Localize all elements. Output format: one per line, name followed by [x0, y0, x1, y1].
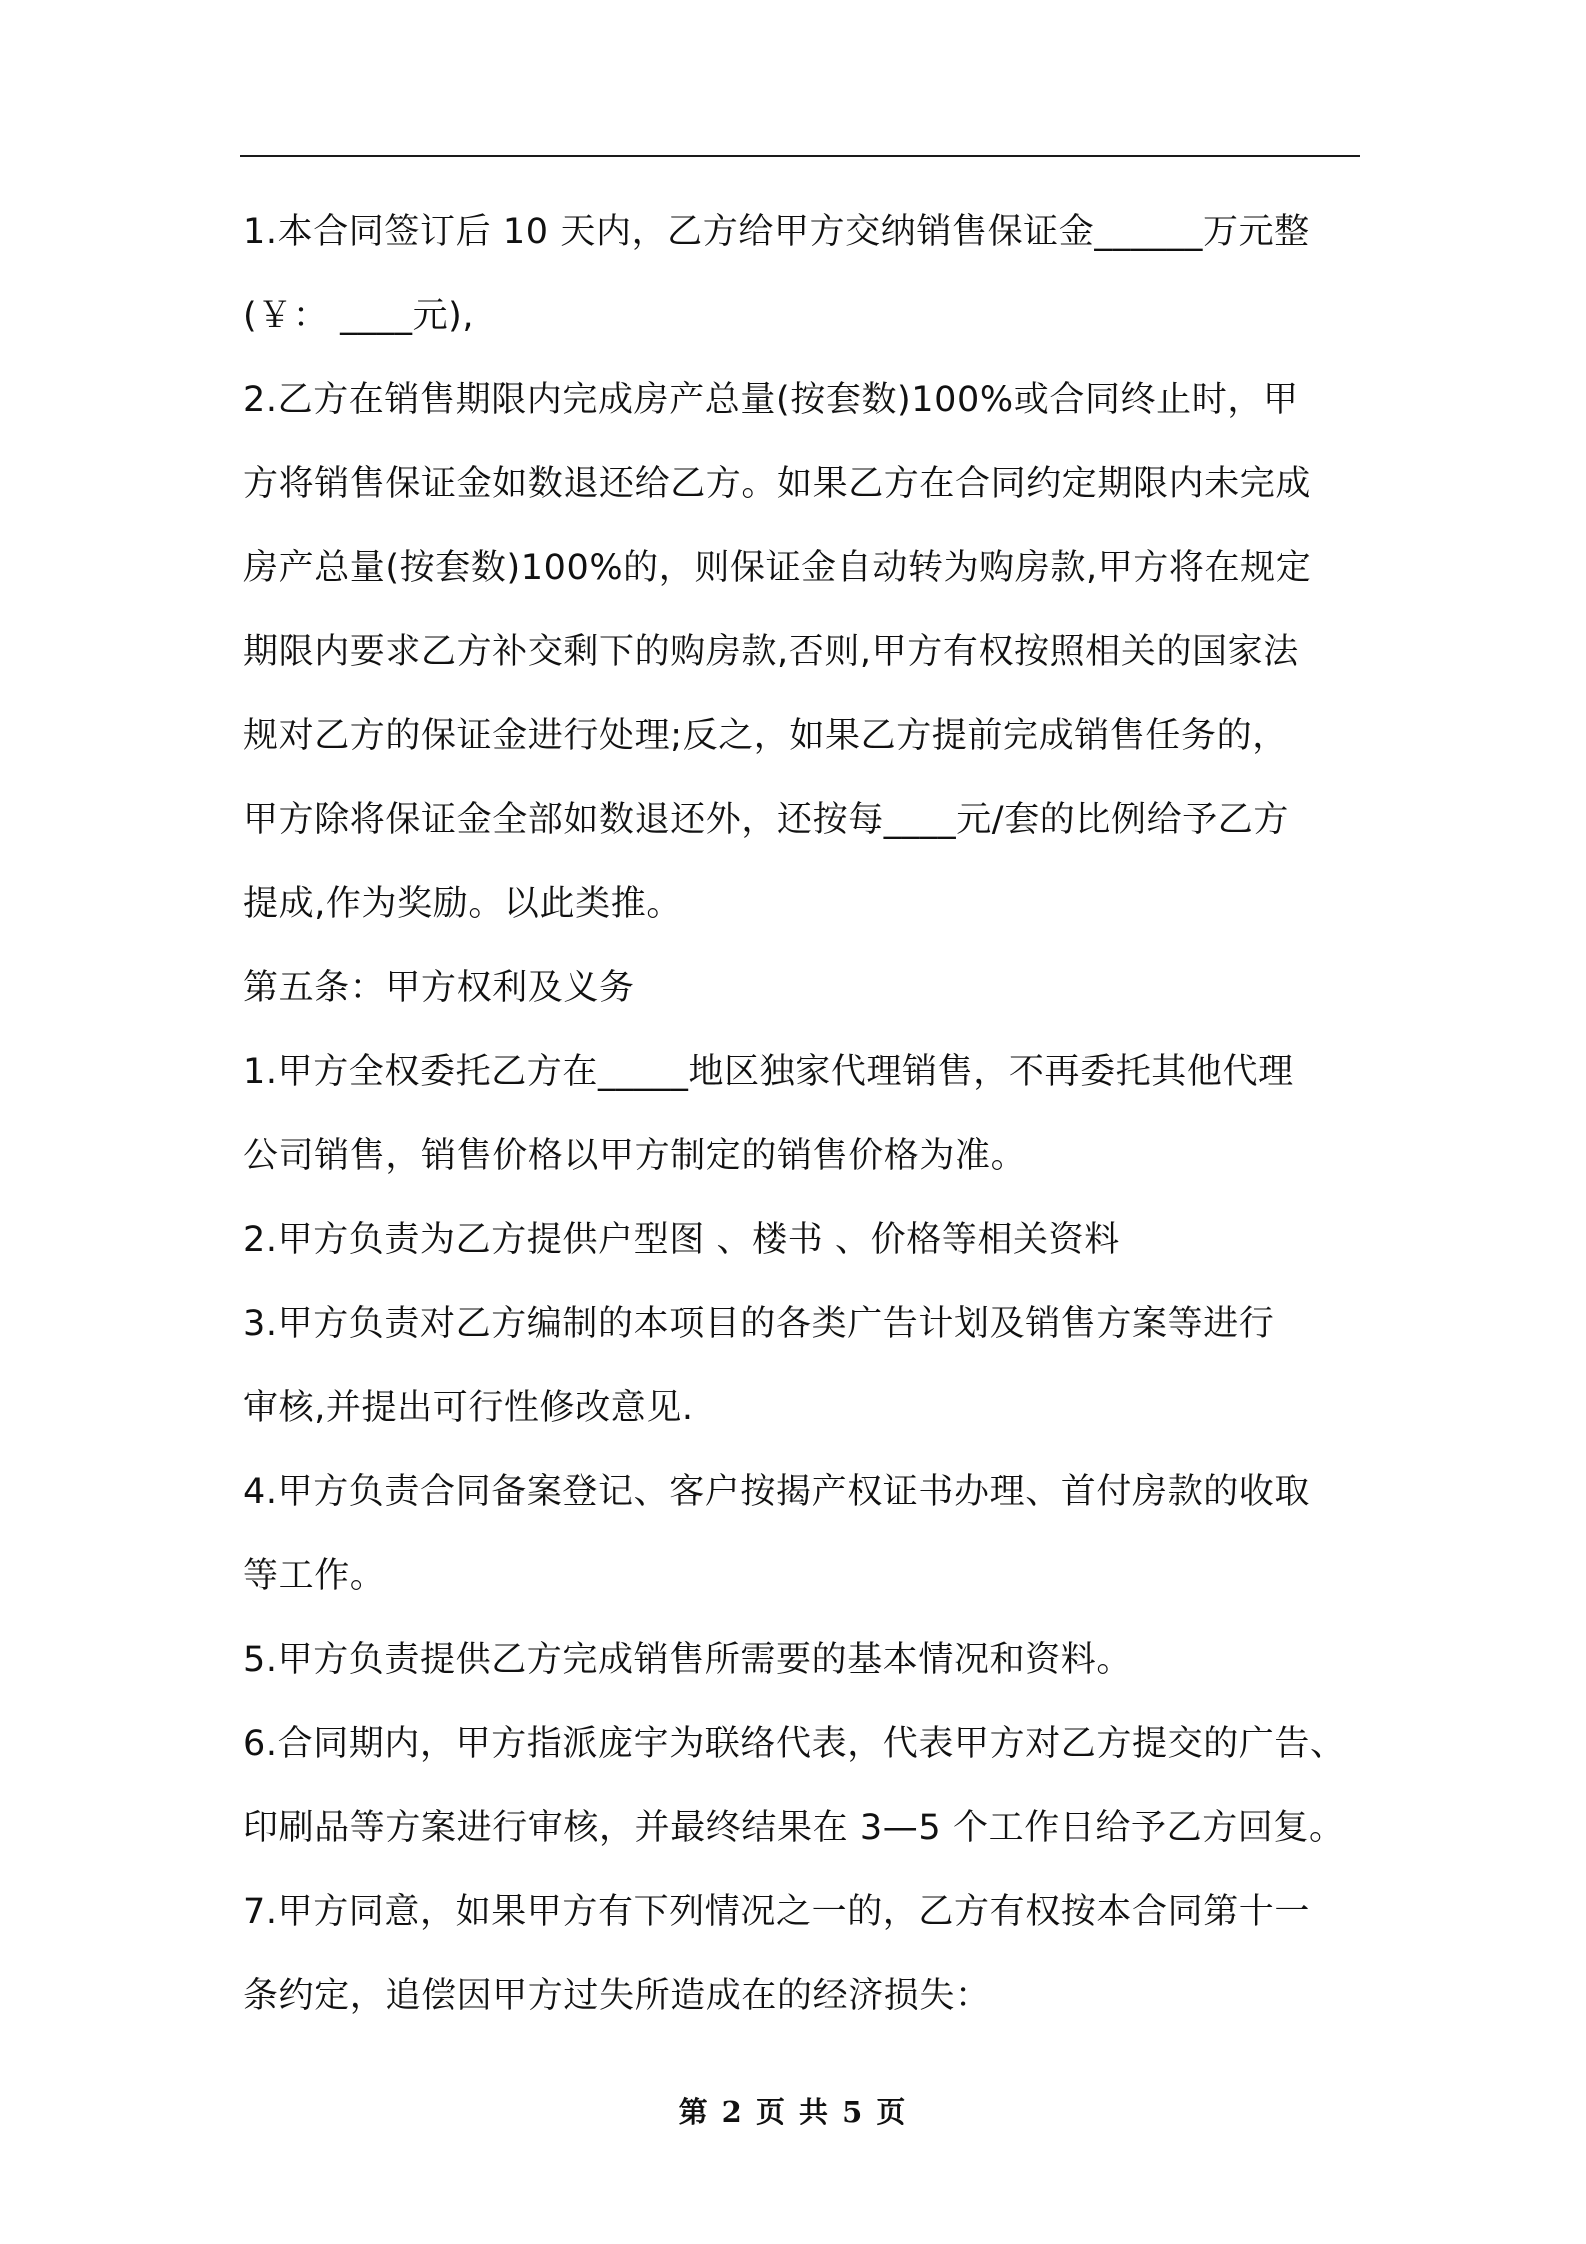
page-number: 第 2 页 共 5 页 [678, 2095, 908, 2129]
text-line: 甲方除将保证金全部如数退还外，还按每____元/套的比例给予乙方 [243, 800, 1289, 840]
text-line: 2.甲方负责为乙方提供户型图 、楼书 、价格等相关资料 [243, 1220, 1120, 1260]
contract-body [243, 190, 1373, 2038]
text-line: 6.合同期内，甲方指派庞宇为联络代表，代表甲方对乙方提交的广告、 [243, 1724, 1346, 1764]
text-line: 等工作。 [243, 1556, 386, 1596]
section-heading: 第五条：甲方权利及义务 [243, 968, 635, 1008]
text-line: 审核,并提出可行性修改意见. [243, 1388, 694, 1428]
text-line: 房产总量(按套数)100%的，则保证金自动转为购房款,甲方将在规定 [243, 548, 1312, 588]
text-line: 提成,作为奖励。以此类推。 [243, 884, 682, 924]
text-line: 1.本合同签订后 10 天内，乙方给甲方交纳销售保证金______万元整 [243, 212, 1310, 252]
text-line: 条约定，追偿因甲方过失所造成在的经济损失： [243, 1976, 991, 2016]
text-line: 1.甲方全权委托乙方在_____地区独家代理销售，不再委托其他代理 [243, 1052, 1294, 1092]
text-line: 公司销售，销售价格以甲方制定的销售价格为准。 [243, 1136, 1027, 1176]
text-line: 规对乙方的保证金进行处理;反之，如果乙方提前完成销售任务的， [243, 716, 1288, 756]
text-line: 方将销售保证金如数退还给乙方。如果乙方在合同约定期限内未完成 [243, 464, 1312, 504]
text-line: 5.甲方负责提供乙方完成销售所需要的基本情况和资料。 [243, 1640, 1132, 1680]
text-line: 印刷品等方案进行审核，并最终结果在 3—5 个工作日给予乙方回复。 [243, 1808, 1345, 1848]
text-line: (￥： ____元), [243, 296, 475, 336]
text-line: 2.乙方在销售期限内完成房产总量(按套数)100%或合同终止时，甲 [243, 380, 1299, 420]
header-rule [240, 155, 1360, 157]
text-line: 3.甲方负责对乙方编制的本项目的各类广告计划及销售方案等进行 [243, 1304, 1275, 1344]
text-line: 7.甲方同意，如果甲方有下列情况之一的，乙方有权按本合同第十一 [243, 1892, 1310, 1932]
text-line: 期限内要求乙方补交剩下的购房款,否则,甲方有权按照相关的国家法 [243, 632, 1299, 672]
text-line: 4.甲方负责合同备案登记、客户按揭产权证书办理、首付房款的收取 [243, 1472, 1310, 1512]
